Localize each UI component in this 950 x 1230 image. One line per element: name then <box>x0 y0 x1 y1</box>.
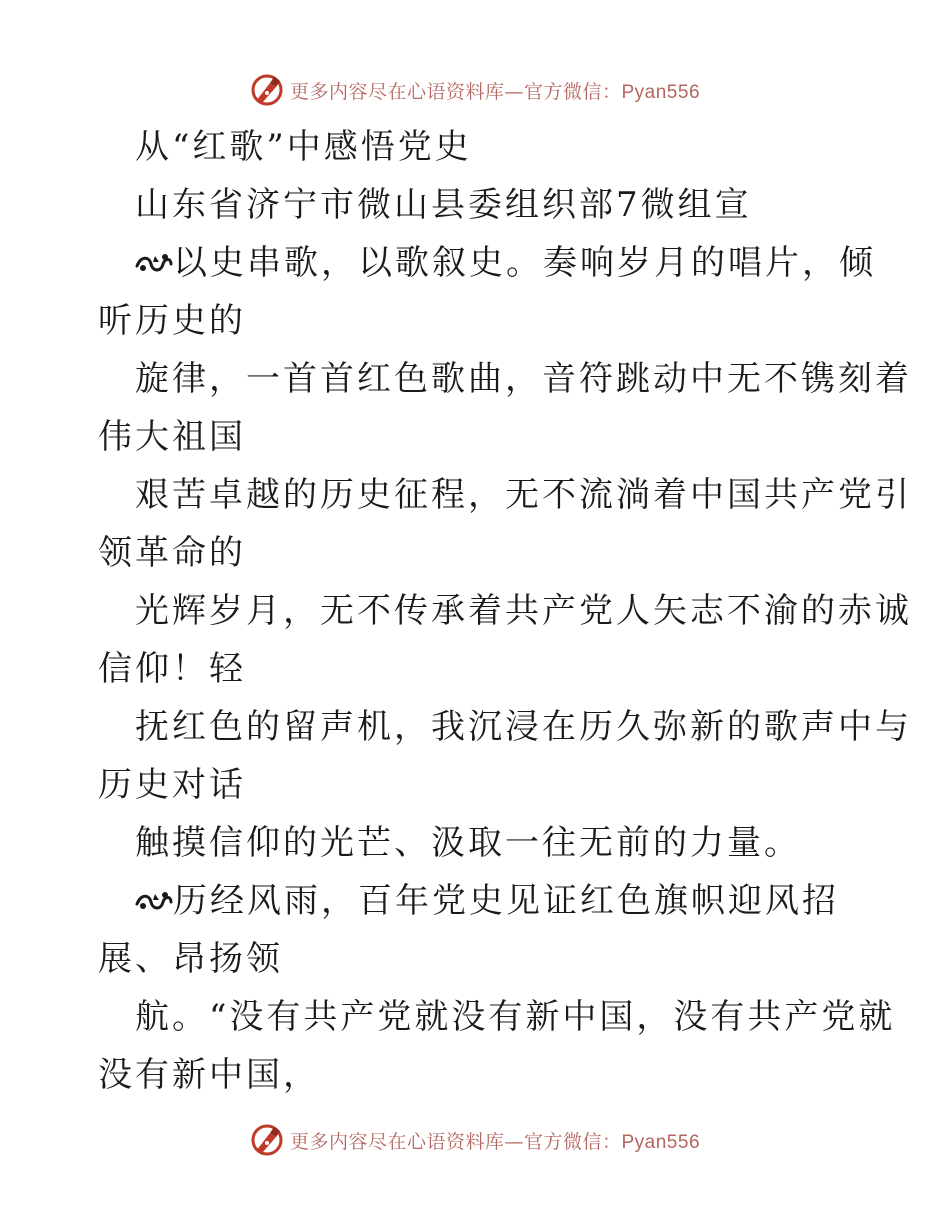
pen-nib-circle-logo-icon <box>250 73 284 107</box>
header-banner <box>0 70 950 110</box>
text-line: 以史串歌，以歌叙史。奏响岁月的唱片，倾 <box>98 234 858 292</box>
text-line: 艰苦卓越的历史征程，无不流淌着中国共产党引 <box>135 475 912 515</box>
footer-wechat-id: Pyan556 <box>621 1131 701 1153</box>
header-banner-text: 更多内容尽在心语资料库—官方微信：Pyan556 <box>289 80 701 103</box>
flower-ornament-icon <box>135 874 173 898</box>
document-author: 山东省济宁市微山县委组织部7微组宣 <box>135 185 752 225</box>
header-wechat-id: Pyan556 <box>621 81 701 103</box>
footer-banner <box>0 1120 950 1160</box>
text-line: 旋律，一首首红色歌曲，音符跳动中无不镌刻着 <box>135 359 912 399</box>
footer-banner-text: 更多内容尽在心语资料库—官方微信：Pyan556 <box>289 1130 701 1153</box>
text-line: 历史对话 <box>98 765 246 805</box>
text-line: 信仰！轻 <box>98 649 246 689</box>
document-title: 从“红歌”中感悟党史 <box>135 127 472 167</box>
text-line: 听历史的 <box>98 301 246 341</box>
text-line: 航。“没有共产党就没有新中国，没有共产党就 <box>135 997 896 1037</box>
text-line: 伟大祖国 <box>98 417 246 457</box>
text-line: 抚红色的留声机，我沉浸在历久弥新的歌声中与 <box>135 707 912 747</box>
text-line: 光辉岁月，无不传承着共产党人矢志不渝的赤诚 <box>135 591 912 631</box>
text-line: 历经风雨，百年党史见证红色旗帜迎风招 <box>98 872 858 930</box>
pen-nib-circle-logo-icon <box>250 1123 284 1157</box>
flower-ornament-icon <box>135 236 173 260</box>
text-line: 领革命的 <box>98 533 246 573</box>
document-body <box>98 118 912 1104</box>
text-line: 没有新中国， <box>98 1055 320 1095</box>
text-line: 展、昂扬领 <box>98 939 283 979</box>
text-line: 触摸信仰的光芒、汲取一往无前的力量。 <box>135 823 801 863</box>
